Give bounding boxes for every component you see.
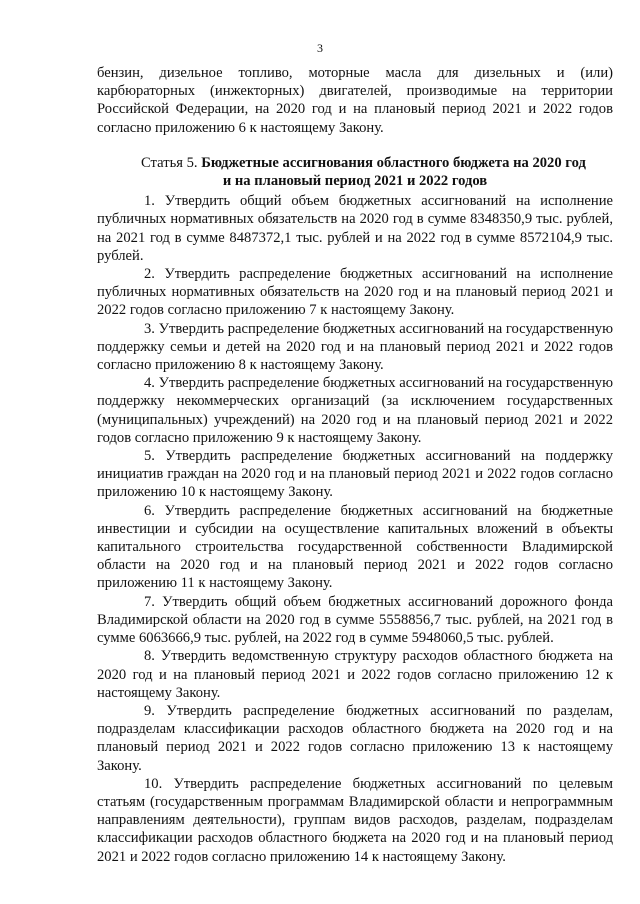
article-label: Статья 5. xyxy=(141,154,198,171)
paragraph-1: 1. Утвердить общий объем бюджетных ассигнований на исполнение публичных нормативных обязательств на 2020 год в сумме 8348350,9 тыс. рублей, на 2021 год в сумме 8487372,1 тыс. рублей и на 2022 год в сумме 8572104,9 тыс. рублей. xyxy=(97,193,613,264)
paragraph-3: 3. Утвердить распределение бюджетных ассигнований на государственную поддержку семьи и детей на 2020 год и на плановый период 2021 и 2022 годов согласно приложению 8 к настоящему Закону. xyxy=(97,320,613,374)
paragraph-4: 4. Утвердить распределение бюджетных ассигнований на государственную поддержку некоммерческих организаций (за исключением государственных (муниципальных) учреждений) на 2020 год и на плановый период 2021 и 2022 годов согласно приложению 9 к настоящему Закону. xyxy=(97,375,613,446)
page-number: 3 xyxy=(317,41,323,55)
article-title-line2: и на плановый период 2021 и 2022 годов xyxy=(222,173,488,190)
paragraph-9: 9. Утвердить распределение бюджетных ассигнований по разделам, подразделам классификации расходов областного бюджета на 2020 год и на плановый период 2021 и 2022 годов согласно приложению 13 к настоящему Закону. xyxy=(97,702,613,774)
paragraph-6: 6. Утвердить распределение бюджетных ассигнований на бюджетные инвестиции и субсидии на осуществление капитальных вложений в объекты капитального строительства государственной собственности Владимирской области на 2020 год и на плановый период 2021 и 2022 годов согласно приложению 11 к настоящему Закону. xyxy=(97,502,613,592)
paragraph-2: 2. Утвердить распределение бюджетных ассигнований на исполнение публичных нормативных обязательств на 2020 год и на плановый период 2021 и 2022 годов согласно приложению 7 к настоящему Закону. xyxy=(97,266,613,319)
paragraph-10: 10. Утвердить распределение бюджетных ассигнований по целевым статьям (государственным программам Владимирской области и непрограммным направлениям деятельности), группам видов расходов, разделам, подразделам классификации расходов областного бюджета на 2020 год и на плановый период 2021 и 2022 годов согласно приложению 14 к настоящему Закону. xyxy=(97,775,613,865)
paragraph-7: 7. Утвердить общий объем бюджетных ассигнований дорожного фонда Владимирской области на 2020 год в сумме 5558856,7 тыс. рублей, на 2021 год в сумме 6063666,9 тыс. рублей, на 2022 год в сумме 5948060,5 тыс. рублей. xyxy=(97,593,613,647)
document-body xyxy=(97,64,613,866)
article-title-line1: Бюджетные ассигнования областного бюджета на 2020 год xyxy=(201,154,586,171)
intro-paragraph: бензин, дизельное топливо, моторные масла для дизельных и (или) карбюраторных (инжекторных) двигателей, производимые на территории Российской Федерации, на 2020 год и на плановый период 2021 и 2022 годов согласно приложению 6 к настоящему Закону. xyxy=(97,65,613,136)
paragraph-8: 8. Утвердить ведомственную структуру расходов областного бюджета на 2020 год и на плановый период 2021 и 2022 годов согласно приложению 12 к настоящему Закону. xyxy=(97,648,613,701)
paragraph-5: 5. Утвердить распределение бюджетных ассигнований на поддержку инициатив граждан на 2020 год и на плановый период 2021 и 2022 годов согласно приложению 10 к настоящему Закону. xyxy=(97,448,613,501)
article-heading xyxy=(97,154,613,190)
